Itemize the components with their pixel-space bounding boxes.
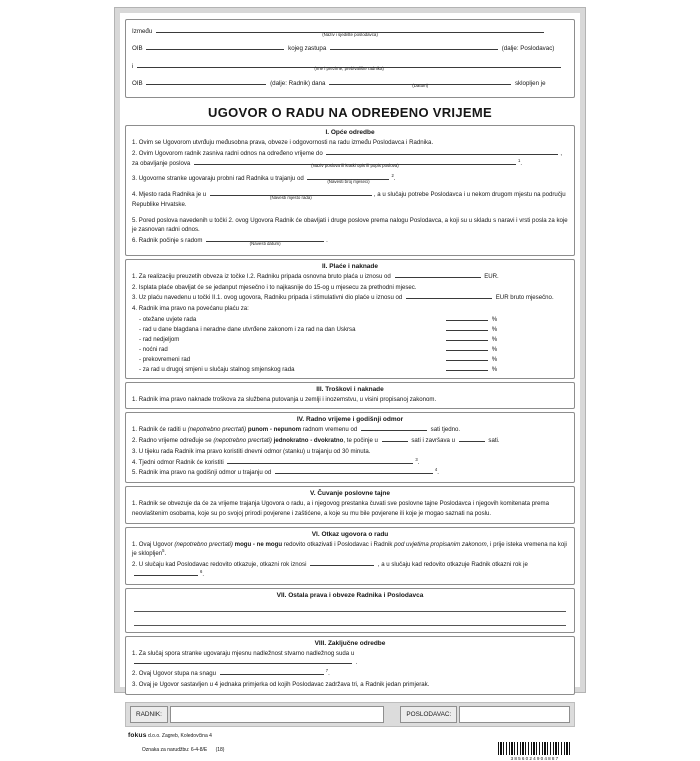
parties-header-box — [125, 19, 575, 98]
section-heading: VI. Otkaz ugovora o radu — [311, 530, 389, 538]
pay-increase-row — [132, 365, 568, 374]
clause-text: . — [164, 550, 167, 558]
blank-caption: (Navesti broj mjeseci) — [327, 178, 370, 184]
contract-clause — [132, 190, 568, 210]
clause-text: Radnik ima pravo naknade troškova za službena putovanja u zemlji i inozemstvu, u visini propisanoj zakonom. — [138, 395, 437, 403]
pay-increase-row — [132, 315, 568, 324]
write-in-line — [134, 601, 566, 612]
worker-signature-label: RADNIK: — [130, 706, 168, 723]
barcode-icon — [498, 742, 572, 755]
contract-clause — [132, 669, 568, 679]
fill-in-blank — [146, 79, 266, 85]
order-code: Oznaka za narudžbu: 6-4-8/E — [141, 747, 208, 754]
item-number: 1. — [132, 540, 139, 548]
section-II — [125, 259, 575, 379]
clause-text: (dalje: Poslodavac) — [500, 45, 555, 53]
clause-text: . — [326, 237, 328, 245]
footnote-ref: 6 — [200, 568, 203, 574]
clause-text: . — [520, 159, 523, 167]
section-heading: III. Troškovi i naknade — [316, 385, 384, 393]
clause-text: , — [560, 149, 563, 157]
contract-clause — [132, 560, 568, 580]
fill-in-blank — [146, 44, 284, 50]
sheet-number: (18) — [215, 747, 225, 754]
clause-text: pod uvjetima propisanim zakonom — [394, 540, 487, 548]
contract-clause — [132, 680, 568, 690]
item-number: 4. — [132, 305, 139, 313]
barcode-block — [498, 742, 572, 761]
section-heading: IV. Radno vrijeme i godišnji odmor — [296, 416, 404, 424]
clause-text: Tjedni odmor Radnik će koristiti — [138, 458, 226, 466]
fill-in-blank — [134, 570, 198, 576]
item-number: 2. — [132, 437, 139, 445]
pay-increase-row — [132, 325, 568, 334]
clause-text: mogu - ne mogu — [234, 540, 283, 548]
contract-sections — [125, 125, 575, 697]
employer-signature-group — [400, 706, 570, 723]
contract-clause — [132, 447, 568, 457]
clause-text: Između — [132, 28, 155, 35]
section-heading: V. Čuvanje poslovne tajne — [310, 490, 390, 498]
pay-increase-blank — [444, 315, 497, 324]
barcode-digits: 3856024904887 — [510, 755, 560, 761]
clause-text: Za realizaciju preuzetih obveza iz točke I.2. Radniku pripada osnovna bruto plaća u iznosu od — [138, 272, 393, 280]
fill-in-blank — [459, 436, 485, 442]
clause-text: radnom vremenu od — [301, 426, 359, 434]
clause-text: (nepotrebno precrtati) — [174, 540, 233, 548]
fill-in-blank — [329, 79, 511, 89]
fill-in-blank — [194, 159, 516, 169]
clause-text: punom - nepunom — [247, 426, 302, 434]
section-IV — [125, 412, 575, 483]
publisher-info — [128, 732, 224, 761]
fill-in-blank — [307, 174, 389, 184]
contract-clause — [132, 283, 568, 293]
pay-increase-row — [132, 345, 568, 354]
clause-text: sati i završava u — [409, 437, 457, 445]
percent-sign: % — [490, 325, 498, 333]
pay-increase-row — [132, 355, 568, 364]
item-number: 2. — [132, 149, 139, 157]
pay-increase-label: - rad u dane blagdana i neradne dane utvrđene zakonom i za rad na dan Uskrsa — [139, 325, 356, 333]
clause-text: OIB — [132, 45, 145, 53]
blank-caption: (Navesti mjesto rada) — [270, 194, 312, 200]
clause-text: Ovaj je Ugovor sastavljen u 4 jednaka primjerka od kojih Poslodavac zadržava tri, a Radnik jedan primjerak. — [138, 680, 430, 688]
clause-text: , te počinje u — [343, 437, 380, 445]
clause-text: (dalje: Radnik) dana — [268, 79, 328, 87]
publisher-footer — [125, 732, 575, 761]
clause-text: EUR bruto mjesečno. — [494, 294, 554, 302]
blank-caption: (Datum) — [412, 83, 429, 89]
blank-caption: (Navesti datum) — [249, 240, 281, 246]
pay-increase-label: - noćni rad — [139, 345, 168, 353]
clause-text: Za slučaj spora stranke ugovaraju mjesnu nadležnost stvarno nadležnog suda u — [138, 649, 355, 657]
blank-caption: (Naziv poslova ili kratki opis ili popis poslova) — [311, 163, 399, 169]
contract-clause — [132, 395, 568, 405]
publisher-address: d.o.o. Zagreb, Koledovčina 4 — [147, 732, 212, 739]
clause-text: kojeg zastupa — [286, 45, 329, 53]
clause-text: , i prije isteka vremena na koji je sklopljen — [132, 540, 567, 558]
fill-in-blank — [361, 425, 427, 431]
fill-in-blank — [446, 365, 488, 371]
footnote-ref: 2 — [391, 173, 394, 179]
contract-clause — [132, 458, 568, 468]
pay-increase-row — [132, 335, 568, 344]
item-number: 3. — [132, 680, 139, 688]
contract-clause — [132, 236, 568, 246]
fill-in-blank — [446, 355, 488, 361]
percent-sign: % — [490, 315, 498, 323]
clause-text: U slučaju kad Poslodavac redovito otkazuje, otkazni rok iznosi — [138, 561, 309, 569]
percent-sign: % — [490, 365, 498, 373]
clause-text: Isplata plaće obavljat će se jedanput mjesečno i to najkasnije do 15-og u mjesecu za prethodni mjesec. — [138, 283, 417, 291]
clause-text: , a u slučaju potrebe Poslodavca i u nekom drugom mjestu na području Republike Hrvatske. — [132, 191, 566, 208]
clause-text: . — [328, 670, 330, 678]
fill-in-blank — [446, 325, 488, 331]
employer-signature-label: POSLODAVAC: — [400, 706, 457, 723]
clause-text: Radnik ima pravo na godišnji odmor u trajanju od — [138, 469, 273, 477]
clause-text: U tijeku rada Radnik ima pravo koristiti dnevni odmor (stanku) u trajanju od 30 minuta. — [138, 447, 371, 455]
clause-text: Radno vrijeme određuje se — [138, 437, 214, 445]
clause-text: Ovim Ugovorom radnik zasniva radni odnos na određeno vrijeme do — [138, 149, 325, 157]
contract-clause — [132, 149, 568, 169]
write-in-line — [134, 615, 566, 626]
section-heading: I. Opće odredbe — [325, 129, 375, 137]
clause-text: jednokratno - dvokratno — [273, 437, 344, 445]
percent-sign: % — [490, 335, 498, 343]
clause-text: (nepotrebno precrtati) — [187, 426, 247, 434]
contract-clause — [132, 436, 568, 446]
section-VIII — [125, 636, 575, 695]
clause-text: sati tjedno. — [428, 426, 461, 434]
item-number: 4. — [132, 458, 139, 466]
item-number: 3. — [132, 175, 139, 183]
pay-increase-label: - otežane uvjete rada — [139, 315, 197, 323]
contract-clause — [132, 304, 568, 314]
item-number: 5. — [132, 469, 139, 477]
item-number: 2. — [132, 670, 139, 678]
page-bottom — [125, 698, 575, 761]
fill-in-blank — [395, 272, 481, 278]
contract-clause — [132, 174, 568, 184]
footnote-ref: 7 — [325, 668, 329, 674]
footnote-ref: 4 — [434, 467, 438, 473]
footnote-ref: 5 — [162, 548, 165, 554]
header-field-line — [132, 62, 568, 71]
section-III — [125, 382, 575, 410]
worker-signature-box — [170, 706, 384, 723]
clause-text: Ovaj Ugovor stupa na snagu — [138, 670, 218, 678]
pay-increase-blank — [444, 355, 497, 364]
fill-in-blank — [220, 669, 324, 675]
item-number: 5. — [132, 216, 139, 224]
clause-text: OIB — [132, 79, 145, 87]
signature-row — [125, 702, 575, 727]
fill-in-blank — [446, 345, 488, 351]
pay-increase-label: - za rad u drugoj smjeni u slučaju stalnog smjenskog rada — [139, 365, 295, 373]
pay-increase-blank — [444, 365, 497, 374]
fill-in-blank — [156, 27, 544, 37]
fill-in-blank — [134, 658, 352, 664]
clause-text: sati. — [486, 437, 500, 445]
clause-text: Pored poslova navedenih u točki 2. ovog Ugovora Radnik će obavljati i druge poslove prema nalogu Poslodavca, a koji su u skladu s naravi i vrsti posla za koje je zasnovan radni odnos. — [132, 216, 568, 234]
item-number: 2. — [132, 283, 139, 291]
section-I — [125, 125, 575, 256]
pay-increase-blank — [444, 345, 497, 354]
fill-in-blank — [382, 436, 408, 442]
pay-increase-label: - rad nedjeljom — [139, 335, 180, 343]
section-VI — [125, 527, 575, 585]
section-heading: VII. Ostala prava i obveze Radnika i Poslodavca — [276, 591, 424, 599]
fill-in-blank — [446, 315, 488, 321]
clause-text: . — [202, 570, 205, 578]
clause-text: Radnik se obvezuje da će za vrijeme trajanja Ugovora o radu, a i njegovog prestanka čuvati sve poslovne tajne Poslodavca i njegovih komitenata prema neovlaštenim osobama, koje su po svojoj prirodi povjerene i zaštićene, a koje su mu bile povjerene ili koje je mogao saznati na poslu. — [132, 500, 549, 517]
clause-text: . — [437, 469, 439, 477]
clause-text: (nepotrebno precrtati) — [213, 437, 272, 445]
pay-increase-label: - prekovremeni rad — [139, 355, 191, 363]
footnote-ref: 3 — [415, 456, 418, 462]
pay-increase-blank — [444, 325, 497, 334]
clause-text: Ovaj Ugovor — [138, 540, 175, 548]
contract-clause — [132, 499, 568, 519]
contract-clause — [132, 468, 568, 478]
publisher-brand: fokus — [128, 731, 147, 739]
item-number: 1. — [132, 139, 139, 147]
header-field-line — [132, 44, 568, 53]
employer-signature-box — [459, 706, 570, 723]
clause-text: za obavljanje poslova — [132, 159, 192, 167]
worker-signature-group — [130, 706, 384, 723]
contract-clause — [132, 216, 568, 236]
section-VII — [125, 588, 575, 633]
fill-in-blank — [310, 560, 374, 566]
clause-text: EUR. — [482, 272, 499, 280]
fill-in-blank — [446, 335, 488, 341]
item-number: 1. — [132, 500, 139, 508]
clause-text: i — [132, 62, 136, 70]
item-number: 3. — [132, 294, 139, 302]
item-number: 6. — [132, 237, 139, 245]
clause-text: Uz plaću navedenu u točki II.1. ovog ugovora, Radniku pripada i stimulativni dio plaće u iznosu od — [138, 294, 405, 302]
percent-sign: % — [490, 355, 498, 363]
item-number: 1. — [132, 649, 139, 657]
contract-clause — [132, 293, 568, 303]
fill-in-blank — [275, 468, 433, 474]
header-field-line — [132, 79, 568, 88]
clause-text: Radnik će raditi u — [138, 426, 188, 434]
contract-form-page — [114, 7, 586, 761]
clause-text: Radnik ima pravo na povećanu plaću za: — [138, 305, 249, 313]
contract-title: UGOVOR O RADU NA ODREĐENO VRIJEME — [208, 105, 492, 121]
section-heading: II. Plaće i naknade — [322, 262, 378, 270]
clause-text: Ovim se Ugovorom utvrđuju međusobna prava, obveze i odgovornosti na radu između Poslodavca i Radnika. — [138, 139, 434, 147]
contract-clause — [132, 272, 568, 282]
fill-in-blank — [406, 293, 492, 299]
clause-text: Radnik počinje s radom — [138, 237, 205, 245]
item-number: 4. — [132, 191, 139, 199]
clause-text: sklopljen je — [513, 79, 546, 87]
contract-clause — [132, 649, 568, 669]
pay-increase-blank — [444, 335, 497, 344]
fill-in-blank — [206, 236, 324, 246]
section-heading: VIII. Zaključne odredbe — [314, 639, 386, 647]
contract-clause — [132, 425, 568, 435]
clause-text: . — [354, 659, 358, 667]
item-number: 2. — [132, 561, 139, 569]
item-number: 1. — [132, 272, 139, 280]
fill-in-blank — [137, 62, 561, 72]
fill-in-blank — [227, 458, 413, 464]
header-field-line — [132, 27, 568, 36]
item-number: 1. — [132, 395, 139, 403]
clause-text: . — [393, 175, 396, 183]
fill-in-blank — [326, 149, 558, 155]
percent-sign: % — [490, 345, 498, 353]
blank-caption: (Ime i prezime, prebivalište radnika) — [314, 66, 384, 72]
clause-text: Ugovorne stranke ugovaraju probni rad Radnika u trajanju od — [138, 175, 306, 183]
item-number: 3. — [132, 447, 139, 455]
clause-text: , a u slučaju kad redovito otkazuje Radnik otkazni rok je — [376, 561, 528, 569]
fill-in-blank — [330, 44, 498, 50]
clause-text: . — [417, 458, 420, 466]
section-V — [125, 486, 575, 524]
blank-caption: (Naziv i sjedište poslodavca) — [322, 31, 378, 37]
footnote-ref: 1 — [517, 157, 521, 163]
clause-text: Mjesto rada Radnika je u — [138, 191, 208, 199]
contract-clause — [132, 540, 568, 560]
item-number: 1. — [132, 426, 139, 434]
clause-text: redovito otkazivati i Poslodavac i Radnik — [282, 540, 395, 548]
fill-in-blank — [210, 190, 372, 200]
contract-clause — [132, 138, 568, 148]
